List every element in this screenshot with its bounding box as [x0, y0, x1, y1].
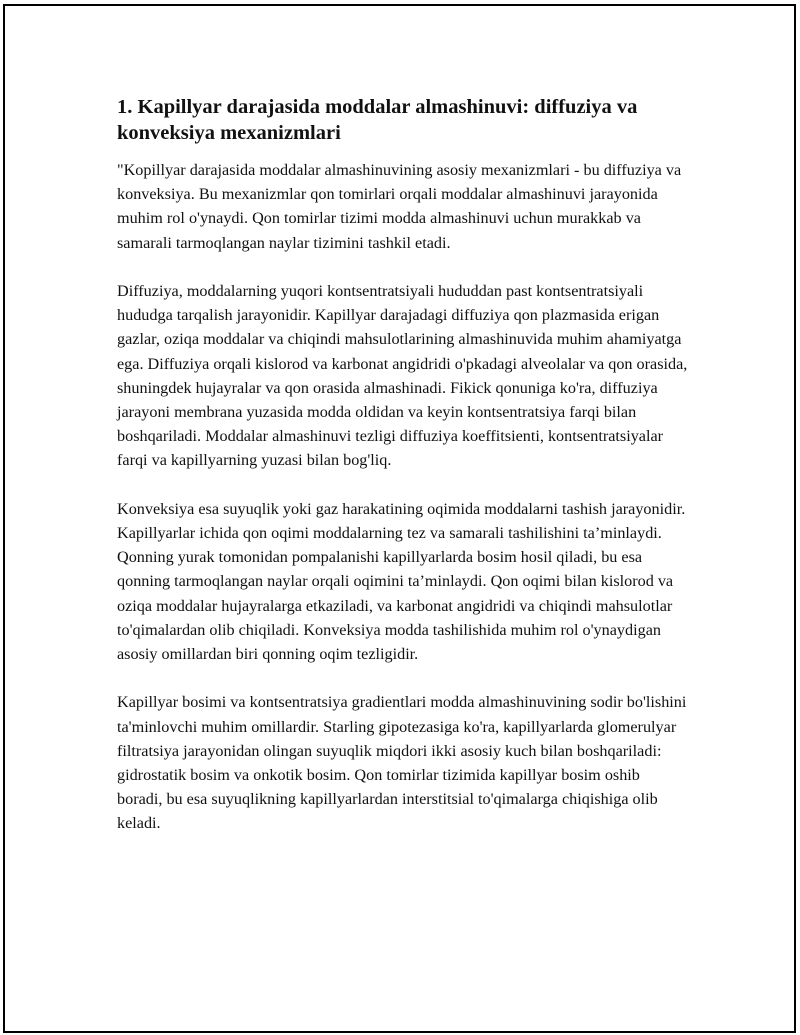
document-body [117, 94, 689, 860]
paragraph-convection: Konveksiya esa suyuqlik yoki gaz harakatining oqimida moddalarni tashish jarayonidir. Kapillyarlar ichida qon oqimi moddalarning tez va samarali tashilishini ta’minlaydi. Qonning yurak tomonidan pompalanishi kapillyarlarda bosim hosil qiladi, bu esa qonning tarmoqlangan naylar orqali oqimini ta’minlaydi. Qon oqimi bilan kislorod va oziqa moddalar hujayralarga etkaziladi, va karbonat angidridi va chiqindi mahsulotlar to'qimalardan olib chiqiladi. Konveksiya modda tashilishida muhim rol o'ynaydigan asosiy omillardan biri qonning oqim tezligidir. [117, 499, 686, 664]
paragraph-capillary-pressure: Kapillyar bosimi va kontsentratsiya gradientlari modda almashinuvining sodir bo'lishini ta'minlovchi muhim omillardir. Starling gipotezasiga ko'ra, kapillyarlarda glomerulyar filtratsiya jarayonidan olingan suyuqlik miqdori ikki asosiy kuch bilan boshqariladi: gidrostatik bosim va onkotik bosim. Qon tomirlar tizimida kapillyar bosim oshib boradi, bu esa suyuqlikning kapillyarlardan interstitsial to'qimalarga chiqishiga olib keladi. [117, 693, 687, 833]
paragraph-diffusion: Diffuziya, moddalarning yuqori kontsentratsiyali hududdan past kontsentratsiyali hududga tarqalish jarayonidir. Kapillyar darajadagi diffuziya qon plazmasida erigan gazlar, oziqa moddalar va chiqindi mahsulotlarining almashinuvida muhim ahamiyatga ega. Diffuziya orqali kislorod va karbonat angidridi o'pkadagi alveolalar va qon orasida, shuningdek hujayralar va qon orasida almashinadi. Fikick qonuniga ko'ra, diffuziya jarayoni membrana yuzasida modda oldidan va keyin kontsentratsiya farqi bilan boshqariladi. Moddalar almashinuvi tezligi diffuziya koeffitsienti, kontsentratsiyalar farqi va kapillyarning yuzasi bilan bog'liq. [117, 282, 688, 470]
paragraph-intro: "Kopillyar darajasida moddalar almashinuvining asosiy mexanizmlari - bu diffuziya va konveksiya. Bu mexanizmlar qon tomirlari orqali moddalar almashinuvi jarayonida muhim rol o'ynaydi. Qon tomirlar tizimi modda almashinuvi uchun murakkab va samarali tarmoqlangan naylar tizimini tashkil etadi. [117, 161, 682, 252]
section-title: 1. Kapillyar darajasida moddalar almashinuvi: diffuziya va konveksiya mexanizmlari [117, 96, 638, 144]
